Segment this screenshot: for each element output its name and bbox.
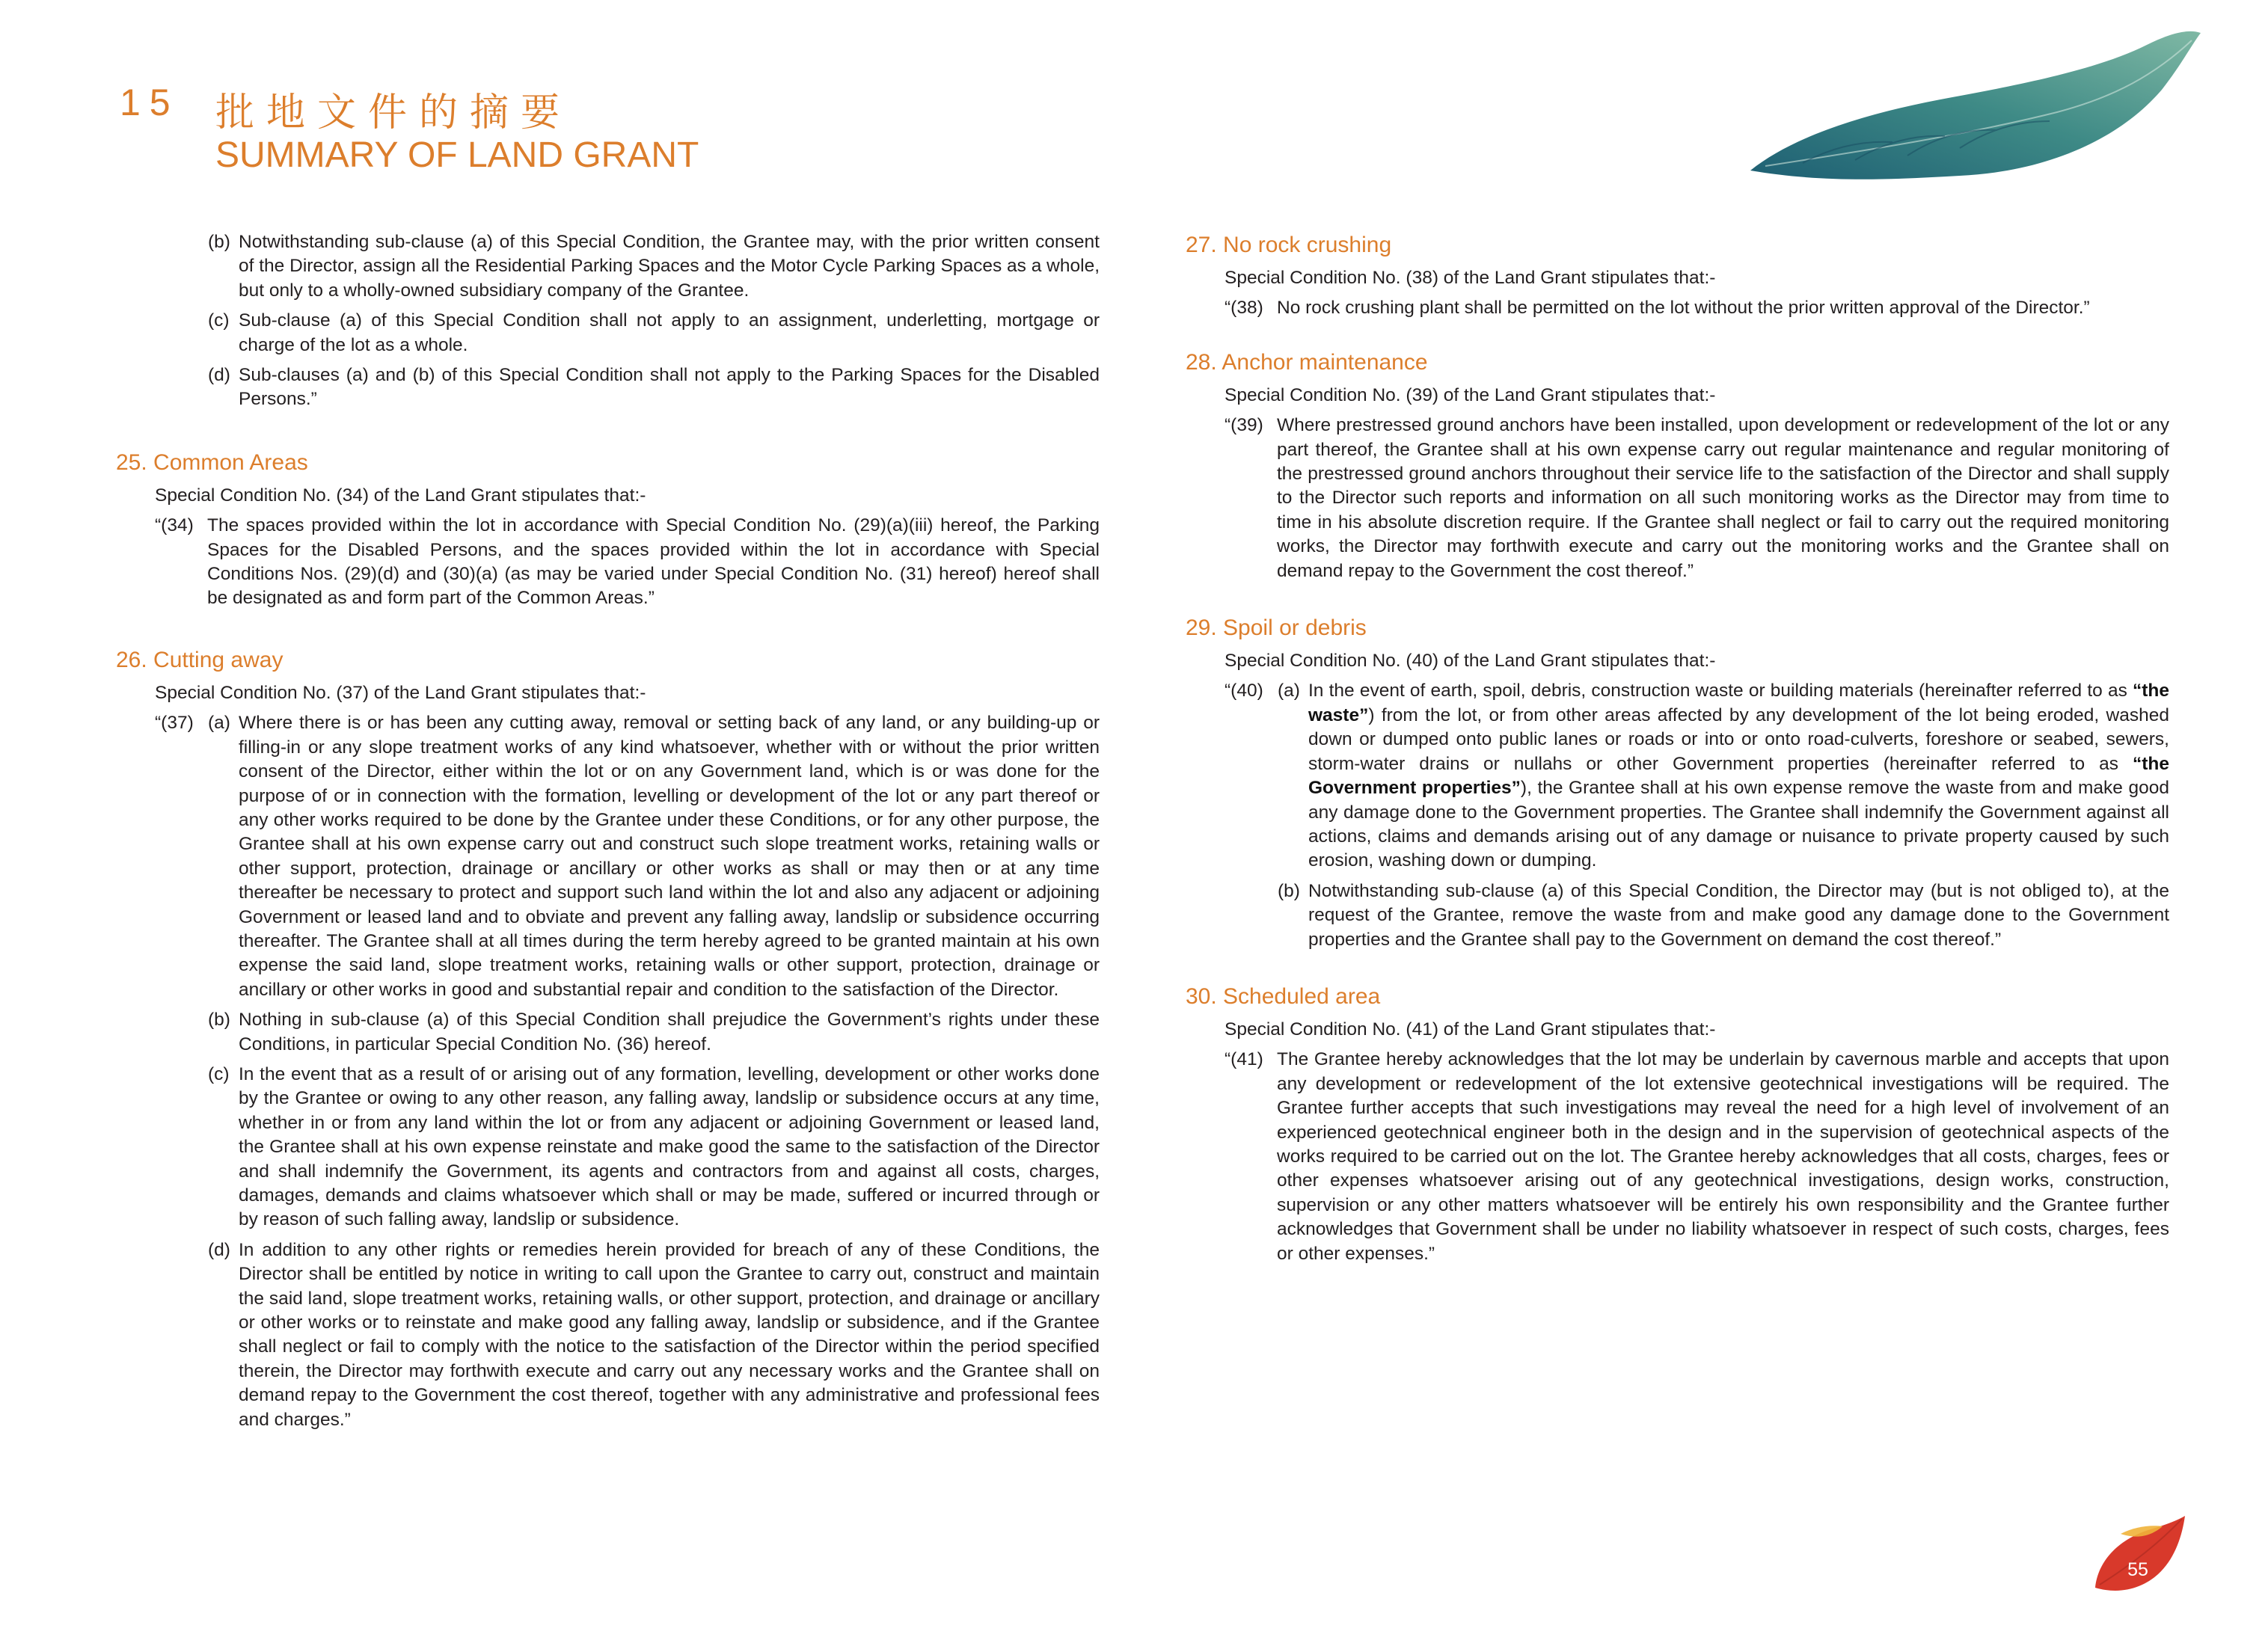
clause-text: ), the Grantee shall at his own expense remove the waste from and make good any damage done to the Government properties. The Grantee shall indemnify the Government against all actions, claims and demands arising out of any damage or nuisance to private property caused by such erosion, washing down or dumping. xyxy=(1308,778,2169,871)
leaf-illustration-icon xyxy=(1743,22,2207,194)
clause-tag: (d) xyxy=(208,1239,230,1260)
clause-text: The spaces provided within the lot in accordance with Special Condition No. (29)(a)(iii) hereof, the Parking Spaces for the Disabled Persons, and the spaces provided within the lot in accordance with Special Conditions Nos. (29)(d) and (30)(a) (as may be varied under Special Condition No. (31) hereof) hereof shall be designated as and form part of the Common Areas.” xyxy=(207,515,1100,609)
section-intro-30: Special Condition No. (41) of the Land Grant stipulates that:- xyxy=(1225,1019,1716,1040)
chapter-number: 15 xyxy=(120,82,180,123)
section-intro-25: Special Condition No. (34) of the Land Grant stipulates that:- xyxy=(155,485,646,506)
clause-text: Where there is or has been any cutting away, removal or setting back of any land, or any building-up or filling-in or any slope treatment works of any kind whatsoever, whether with or without the prior written consent of the Director, either within the lot or on any Government land, which is or was done for the purpose of or in connection with the formation, levelling or development of the lot or any part thereof or any other works required to be done by the Grantee under these Conditions, or for any other purpose, the Grantee shall at his own expense carry out and construct such slope treatment works, retaining walls or other support, protection, drainage or ancillary or other works as shall or may then or at any time thereafter be necessary to protect and support such land within the lot and also any adjacent or adjoining Government or leased land and to obviate and prevent any falling away, landslip or subsidence occurring thereafter. The Grantee shall at all times during the term hereby agreed to be granted maintain at his own expense the said land, slope treatment works, retaining walls or other support, protection, drainage or ancillary or other works in good and substantial repair and condition to the satisfaction of the Director. xyxy=(239,713,1100,1000)
right-column xyxy=(1186,230,2169,1266)
clause-37-c xyxy=(116,1063,1100,1232)
section-intro-29: Special Condition No. (40) of the Land Grant stipulates that:- xyxy=(1225,651,1716,672)
clause-text: Notwithstanding sub-clause (a) of this Special Condition, the Director may (but is not obliged to), at the request of the Grantee, remove the waste from and make good any damage done to the Government properties and the Grantee shall pay to the Government on demand the cost thereof.” xyxy=(1308,880,2169,950)
clause-34 xyxy=(116,514,1100,611)
clause-tag: (c) xyxy=(208,310,230,331)
clause-tag: (a) xyxy=(208,713,230,734)
left-column xyxy=(116,230,1100,1432)
page-leaf-icon xyxy=(2091,1514,2188,1597)
page-number: 55 xyxy=(2127,1559,2148,1580)
clause-tag: (c) xyxy=(208,1063,230,1084)
clause-text: In addition to any other rights or remedies herein provided for breach of any of these Conditions, the Director shall be entitled by notice in writing to call upon the Grantee to carry out, construct and maintain the said land, slope treatment works, retaining walls, or other support, protection, and drainage or ancillary or other works or to reinstate and make good any falling away, landslip or subsidence, and if the Grantee shall neglect or fail to comply with the notice to the satisfaction of the Director within the period specified therein, the Director may forthwith execute and carry out any necessary works and the Grantee shall on demand repay to the Government the cost thereof, together with any administrative and professional fees and charges.” xyxy=(239,1239,1100,1430)
section-heading-30: 30. Scheduled area xyxy=(1186,983,1381,1009)
clause-24-d xyxy=(116,363,1100,412)
defined-term-the-waste: “the waste” xyxy=(1308,681,2169,725)
section-heading-28: 28. Anchor maintenance xyxy=(1186,349,1428,375)
clause-text: In the event that as a result of or arising out of any formation, levelling, development or other works done by the Grantee or owing to any other reason, any falling away, landslip or subsidence occurs at any time, whether in or from any land within the lot or from any adjacent or adjoining Government or leased land, the Grantee shall at his own expense reinstate and make good the same to the satisfaction of the Director and shall indemnify the Government, its agents and contractors from and against all costs, charges, damages, demands and claims whatsoever which shall or may be made, suffered or incurred through or by reason of such falling away, landslip or subsidence. xyxy=(239,1063,1100,1230)
clause-38 xyxy=(1186,296,2169,320)
condition-tag: “(40) xyxy=(1225,681,1263,701)
clause-37-a xyxy=(116,711,1100,1002)
clause-tag: (b) xyxy=(208,232,230,252)
section-heading-26: 26. Cutting away xyxy=(116,647,284,672)
section-heading-27: 27. No rock crushing xyxy=(1186,233,1392,257)
clause-text: ) from the lot, or from other areas affected by any development of the lot being eroded, washed down or dumped onto public lanes or roads or into or onto road-culverts, foreshore or seabed, sewers, storm-water drains or nullahs or other Government properties (hereinafter referred to as xyxy=(1308,704,2169,774)
condition-tag: “(38) xyxy=(1225,298,1263,319)
clause-40-a xyxy=(1186,679,2169,873)
section-intro-28: Special Condition No. (39) of the Land Grant stipulates that:- xyxy=(1225,384,1716,405)
clause-41 xyxy=(1186,1048,2169,1266)
condition-tag: “(37) xyxy=(155,713,194,734)
section-intro-27: Special Condition No. (38) of the Land Grant stipulates that:- xyxy=(1225,268,1716,288)
clause-39 xyxy=(1186,414,2169,583)
clause-tag: (b) xyxy=(1278,880,1300,901)
chapter-title-cn: 批地文件的摘要 xyxy=(215,90,572,135)
clause-24-b xyxy=(116,230,1100,303)
condition-tag: “(34) xyxy=(155,515,194,536)
clause-text: The Grantee hereby acknowledges that the lot may be underlain by cavernous marble and accepts that upon any development or redevelopment of the lot extensive geotechnical investigations will be required. The Grantee further accepts that such investigations may reveal the need for a high level of involvement of an experienced geotechnical engineer both in the design and in the supervision of geotechnical aspects of the works required to be carried out on the lot. The Grantee hereby acknowledges that all costs, charges, fees or other expenses whatsoever arising out of any geotechnical investigations, design works, construction, supervision or any other matters whatsoever will be entirely his own responsibility and the Grantee further acknowledges that Government shall be under no liability whatsoever in respect of such costs, charges, fees or other expenses.” xyxy=(1277,1049,2169,1264)
clause-24-c xyxy=(116,309,1100,357)
section-heading-25: 25. Common Areas xyxy=(116,449,308,475)
clause-text: In the event of earth, spoil, debris, construction waste or building materials (hereinafter referred to as xyxy=(1308,681,2133,701)
clause-text: Sub-clauses (a) and (b) of this Special Condition shall not apply to the Parking Spaces for the Disabled Persons.” xyxy=(239,365,1100,410)
clause-tag: (b) xyxy=(208,1010,230,1031)
clause-37-b xyxy=(116,1008,1100,1057)
clause-text: Sub-clause (a) of this Special Condition shall not apply to an assignment, underletting, mortgage or charge of the lot as a whole. xyxy=(239,310,1100,355)
clause-tag: (d) xyxy=(208,365,230,386)
clause-text: Where prestressed ground anchors have been installed, upon development or redevelopment of the lot or any part thereof, the Grantee shall at his own expense carry out regular maintenance and regular monitoring of the prestressed ground anchors throughout their service life to the satisfaction of the Director and shall supply to the Director such reports and information on all such monitoring works as the Director may from time to time in his absolute discretion require. If the Grantee shall neglect or fail to carry out the required monitoring works, the Director may forthwith execute and carry out the monitoring works and the Grantee shall on demand repay to the Government the cost thereof.” xyxy=(1277,415,2169,581)
clause-tag: (a) xyxy=(1278,681,1300,701)
clause-text: Nothing in sub-clause (a) of this Special Condition shall prejudice the Government’s rights under these Conditions, in particular Special Condition No. (36) hereof. xyxy=(239,1010,1100,1054)
clause-40-b xyxy=(1186,879,2169,952)
chapter-title-en: SUMMARY OF LAND GRANT xyxy=(215,135,699,175)
clause-text: Notwithstanding sub-clause (a) of this Special Condition, the Grantee may, with the prior written consent of the Director, assign all the Residential Parking Spaces and the Motor Cycle Parking Spaces as a whole, but only to a wholly-owned subsidiary company of the Grantee. xyxy=(239,232,1100,301)
section-heading-29: 29. Spoil or debris xyxy=(1186,615,1367,641)
condition-tag: “(41) xyxy=(1225,1049,1263,1070)
section-intro-26: Special Condition No. (37) of the Land Grant stipulates that:- xyxy=(155,682,646,703)
defined-term-government-properties: “the Government properties” xyxy=(1308,753,2169,799)
clause-text: No rock crushing plant shall be permitted on the lot without the prior written approval of the Director.” xyxy=(1277,298,2090,319)
condition-tag: “(39) xyxy=(1225,415,1263,436)
clause-37-d xyxy=(116,1238,1100,1432)
